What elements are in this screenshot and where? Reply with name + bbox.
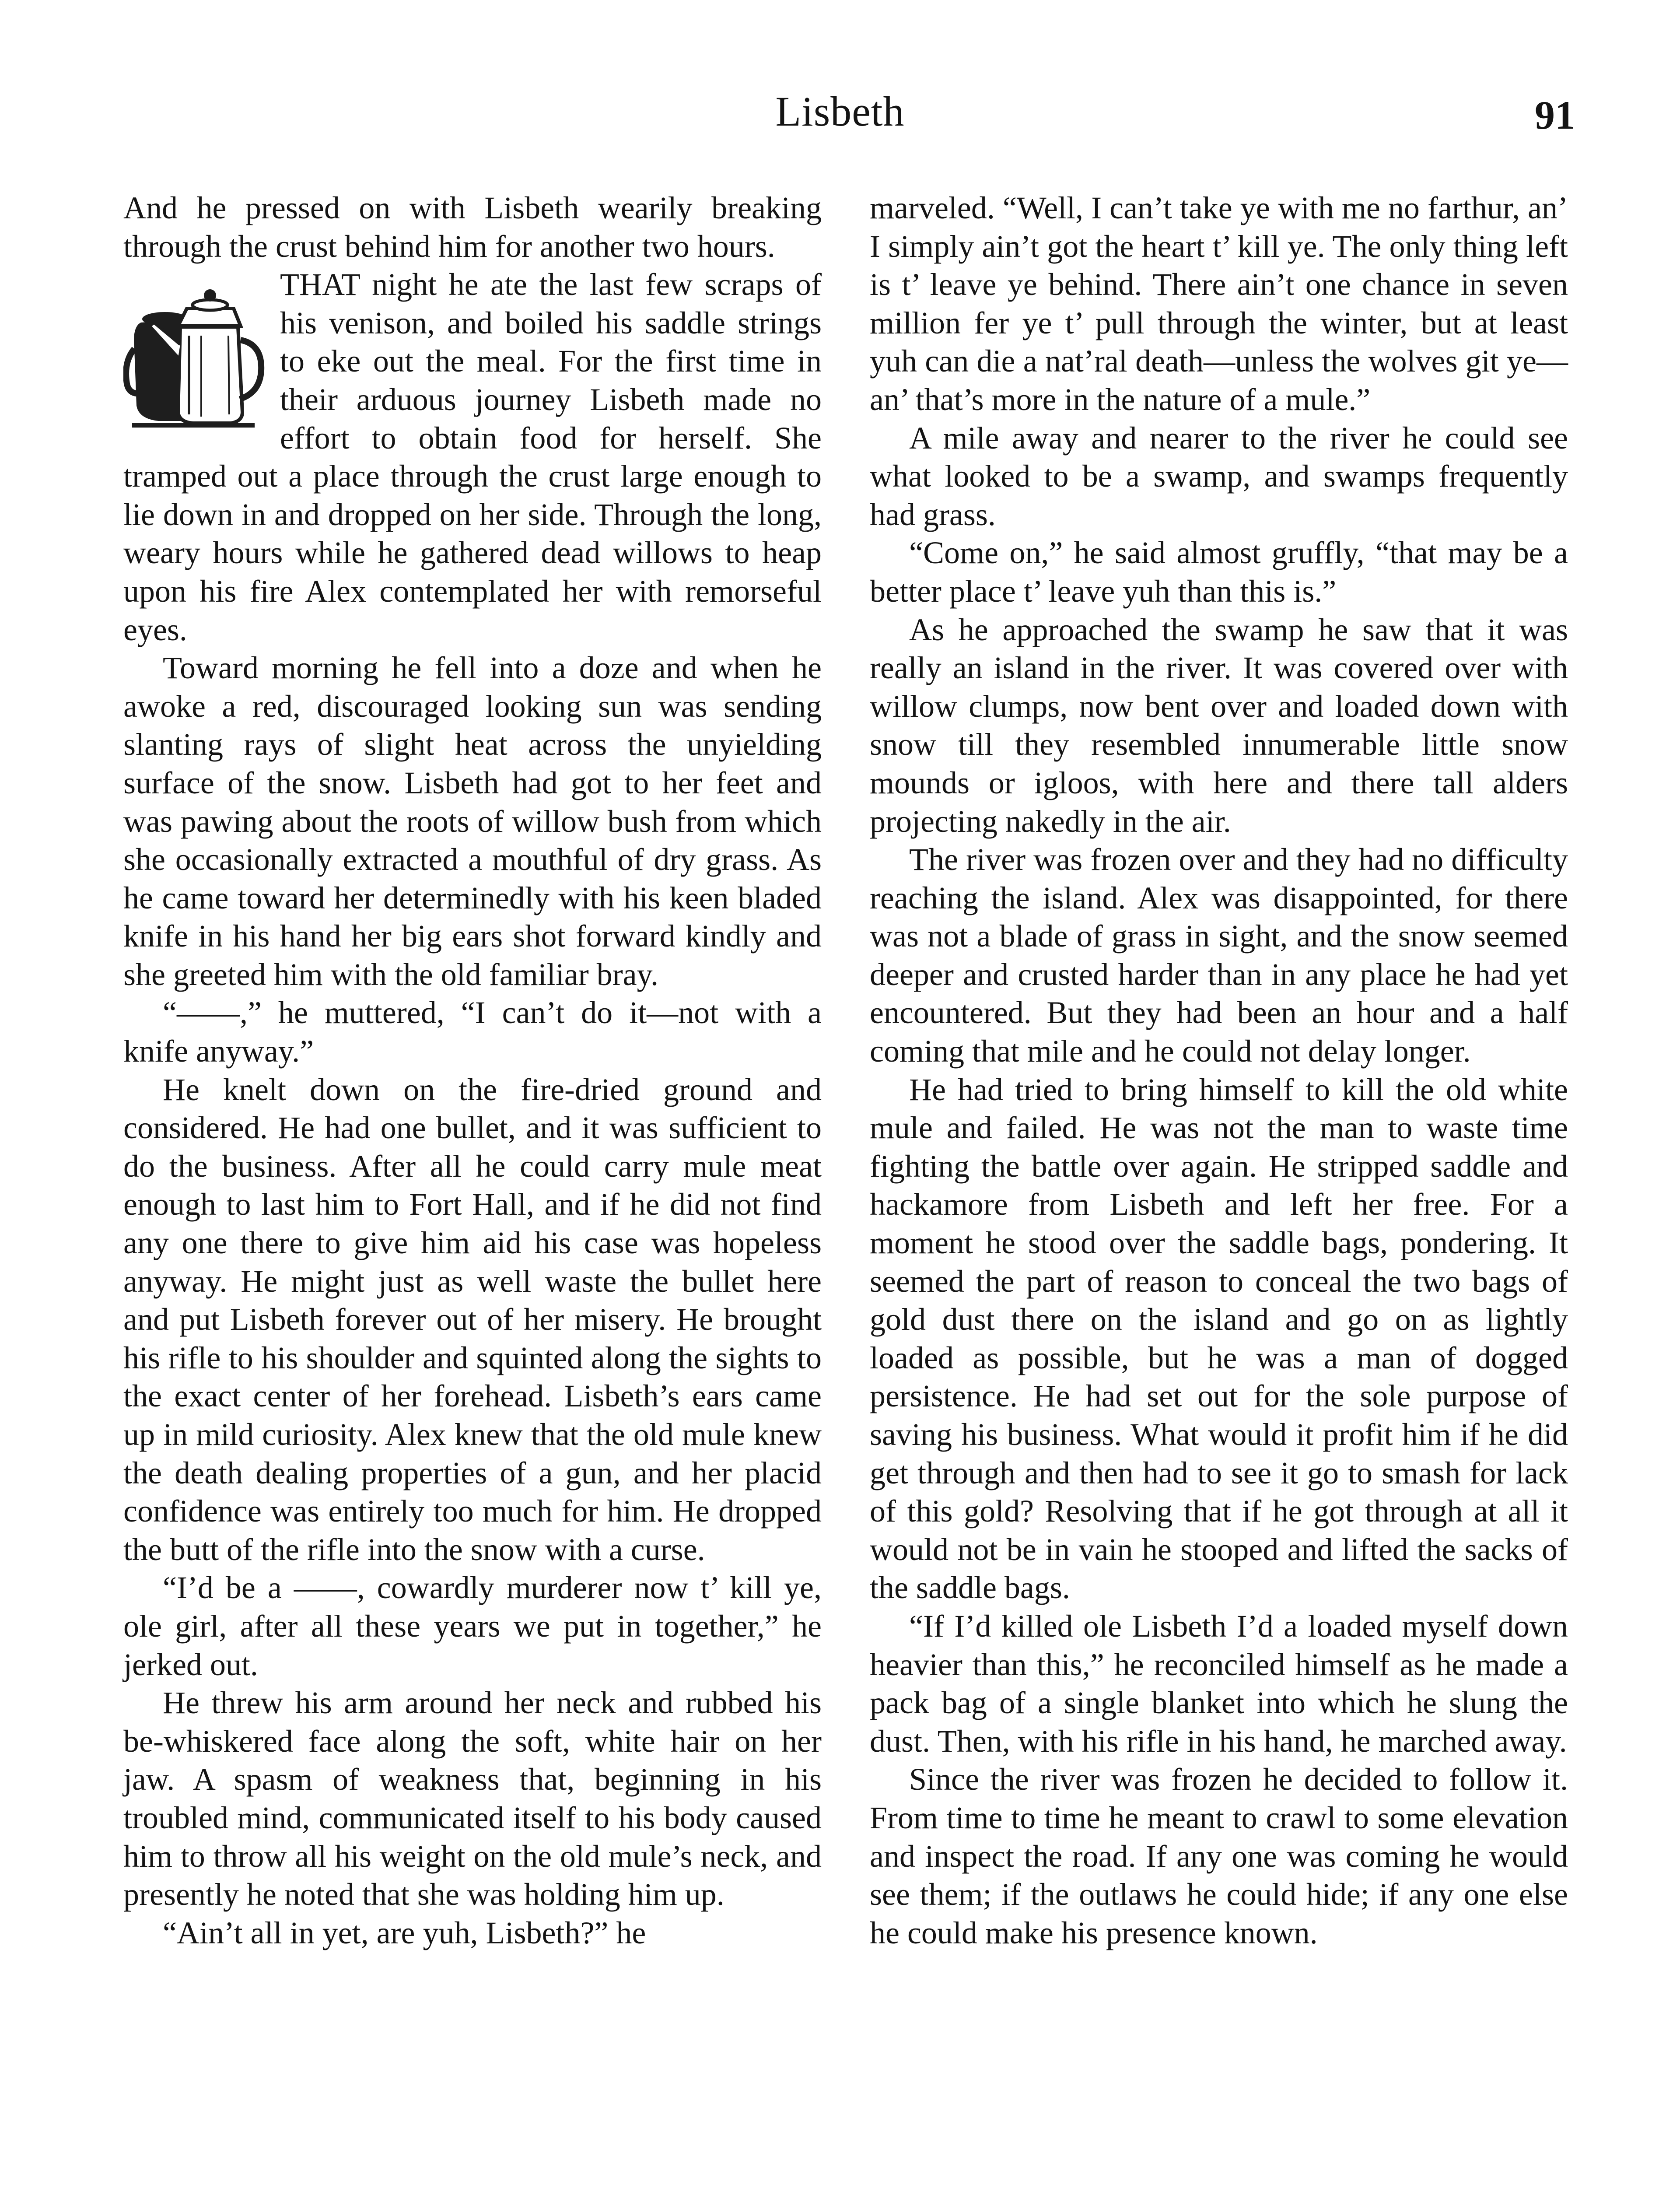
paragraph-text: THAT night he ate the last few scraps of his venison, and boiled his saddle strings to eke out the meal. For the first time in their arduous journey Lisbeth made no effort to obtain food for herself. She tramped out a place through the crust large enough to lie down in and dropped on her side. Through the long, weary hours while he gathered dead willows to heap upon his fire Alex contemplated her with remorseful eyes. — [123, 267, 822, 647]
paragraph: “——,” he muttered, “I can’t do it—not with a knife anyway.” — [123, 995, 822, 1069]
coffee-pot-icon — [123, 274, 268, 432]
paragraph: “If I’d killed ole Lisbeth I’d a loaded myself down heavier than this,” he reconciled himself as he made a pack bag of a single blanket into which he slung the dust. Then, with his rifle in his hand, he marched away. — [870, 1608, 1568, 1759]
running-title: Lisbeth — [775, 88, 905, 135]
paragraph: The river was frozen over and they had no difficulty reaching the island. Alex was disappointed, for there was not a blade of grass in sight, and the snow seemed deeper and crusted harder than in any place he had yet encountered. But they had been an hour and a half coming that mile and he could not delay longer. — [870, 842, 1568, 1069]
paragraph: He had tried to bring himself to kill the old white mule and failed. He was not the man to waste time fighting the battle over again. He stripped saddle and hackamore from Lisbeth and left her free. For a moment he stood over the saddle bags, pondering. It seemed the part of reason to conceal the two bags of gold dust there on the island and go on as lightly loaded as possible, but he was a man of dogged persistence. He had set out for the sole purpose of saving his business. What would it profit him if he did get through and then had to see it go to smash for lack of this gold? Resolving that if he got through at all it would not be in vain he stooped and lifted the sacks of the saddle bags. — [870, 1072, 1568, 1606]
paragraph: Toward morning he fell into a doze and when he awoke a red, discouraged looking sun was sending slanting rays of slight heat across the unyielding surface of the snow. Lisbeth had got to her feet and was pawing about the roots of willow bush from which she occasionally extracted a mouthful of dry grass. As he came toward her determinedly with his keen bladed knife in his hand her big ears shot forward kindly and she greeted him with the old familiar bray. — [123, 650, 822, 992]
paragraph: “Ain’t all in yet, are yuh, Lisbeth?” he — [163, 1915, 646, 1950]
paragraph: A mile away and nearer to the river he could see what looked to be a swamp, and swamps frequently had grass. — [870, 420, 1568, 532]
paragraph: Since the river was frozen he decided to follow it. From time to time he meant to crawl to some elevation and inspect the road. If any one was coming he would see them; if the outlaws he could hide; if any one else he could make his presence known. — [870, 1762, 1568, 1950]
paragraph: He threw his arm around her neck and rubbed his be-whiskered face along the soft, white hair on her jaw. A spasm of weakness that, beginning in his troubled mind, communicated itself to his body caused him to throw all his weight on the old mule’s neck, and presently he noted that she was holding him up. — [123, 1685, 822, 1912]
page-number: 91 — [1535, 93, 1575, 137]
running-head — [0, 85, 1680, 147]
paragraph: He knelt down on the fire-dried ground and considered. He had one bullet, and it was sufficient to do the business. After all he could carry mule meat enough to last him to Fort Hall, and if he did not find any one there to give him aid his case was hopeless anyway. He might just as well waste the bullet here and put Lisbeth forever out of her misery. He brought his rifle to his shoulder and squinted along the sights to the exact center of her forehead. Lisbeth’s ears came up in mild curiosity. Alex knew that the old mule knew the death dealing properties of a gun, and her placid confidence was entirely too much for him. He dropped the butt of the rifle into the snow with a curse. — [123, 1072, 822, 1567]
paragraph: “Come on,” he said almost gruffly, “that may be a better place t’ leave yuh than this is.” — [870, 535, 1568, 609]
paragraph-with-vignette — [123, 266, 822, 649]
right-column — [870, 189, 1568, 1952]
paragraph: As he approached the swamp he saw that it was really an island in the river. It was covered over with willow clumps, now bent over and loaded down with snow till they resembled innumerable little snow mounds or igloos, with here and there tall alders projecting nakedly in the air. — [870, 612, 1568, 839]
paragraph: “I’d be a ——, cowardly murderer now t’ kill ye, ole girl, after all these years we put in together,” he jerked out. — [123, 1570, 822, 1682]
paragraph: marveled. “Well, I can’t take ye with me no farthur, an’ I simply ain’t got the heart t’ kill ye. The only thing left is t’ leave ye behind. There ain’t one chance in seven million fer ye t’ pull through the winter, but at least yuh can die a nat’ral death—unless the wolves git ye—an’ that’s more in the nature of a mule.” — [870, 190, 1568, 417]
left-column — [123, 189, 822, 1952]
paragraph: And he pressed on with Lisbeth wearily breaking through the crust behind him for another two hours. — [123, 190, 822, 264]
